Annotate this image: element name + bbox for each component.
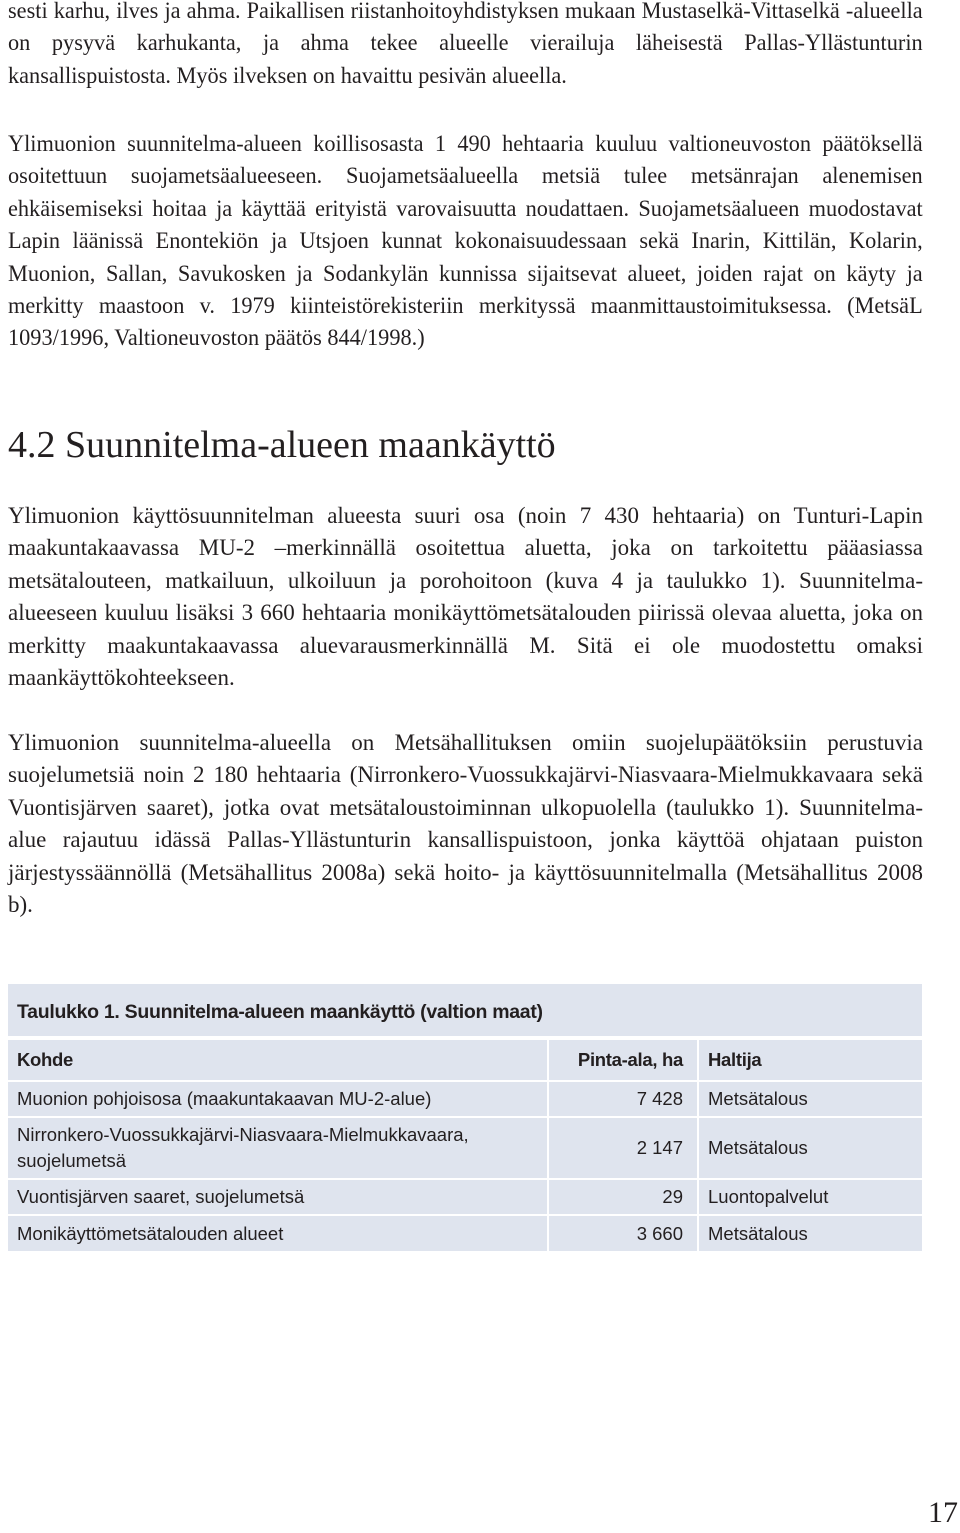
table-row [8, 1081, 922, 1117]
cell-pinta-ala: 7 428 [548, 1081, 698, 1117]
table-row [8, 1179, 922, 1215]
paragraph-conservation-forests: Ylimuonion suunnitelma-alueella on Metsähallituksen omiin suojelupäätöksiin perustuvia suojelumetsiä noin 2 180 hehtaaria (Nirronkero-Vuossukkajärvi-Niasvaara-Mielmukkavaara sekä Vuontisjärven saaret), jotka ovat metsätaloustoiminnan ulkopuolella (taulukko 1). Suunnitelma-alue rajautuu idässä Pallas-Yllästunturin kansallispuistoon, jonka käyttöä ohjataan puiston järjestyssäännöllä (Metsähallitus 2008a) sekä hoito- ja käyttösuunnitelmalla (Metsähallitus 2008 b). [8, 730, 923, 918]
header-kohde: Kohde [8, 1039, 548, 1081]
paragraph-land-use: Ylimuonion käyttösuunnitelman alueesta suuri osa (noin 7 430 hehtaaria) on Tunturi-Lapin maakuntakaavassa MU-2 –merkinnällä osoitettua aluetta, joka on tarkoitettu pääasiassa metsätalouteen, matkailuun, ulkoiluun ja porohoitoon (kuva 4 ja taulukko 1). Suunnitelma-alueeseen kuuluu lisäksi 3 660 hehtaaria monikäyttömetsätalouden piirissä olevaa aluetta, joka on merkitty maakuntakaavassa aluevarausmerkinnällä M. Sitä ei ole muodostettu omaksi maankäyttökohteekseen. [8, 503, 923, 691]
cell-kohde: Vuontisjärven saaret, suojelumetsä [8, 1179, 548, 1215]
table-grid [8, 1038, 922, 1251]
paragraph-wildlife: sesti karhu, ilves ja ahma. Paikallisen riistanhoitoyhdistyksen mukaan Mustaselkä-Vittaselkä -alueella on pysyvä karhukanta, ja ahma tekee alueelle vierailuja läheisestä Pallas-Yllästunturin kansallispuistosta. Myös ilveksen on havaittu pesivän alueella. [8, 0, 923, 88]
cell-pinta-ala: 3 660 [548, 1215, 698, 1251]
cell-kohde: Monikäyttömetsätalouden alueet [8, 1215, 548, 1251]
paragraph-protection-forest: Ylimuonion suunnitelma-alueen koillisosasta 1 490 hehtaaria kuuluu valtioneuvoston päätöksellä osoitettuun suojametsäalueeseen. Suojametsäalueella metsiä tulee metsänrajan alenemisen ehkäisemiseksi hoitaa ja käyttää erityistä varovaisuutta noudattaen. Suojametsäalueen muodostavat Lapin läänissä Enontekiön ja Utsjoen kunnat kokonaisuudessaan sekä Inarin, Kittilän, Kolarin, Muonion, Sallan, Savukosken ja Sodankylän kunnissa sijaitsevat alueet, joiden rajat on käyty ja merkitty maastoon v. 1979 kiinteistörekisteriin merkityssä maanmittaustoimituksessa. (MetsäL 1093/1996, Valtioneuvoston päätös 844/1998.) [8, 131, 923, 351]
cell-haltija: Metsätalous [698, 1081, 922, 1117]
cell-kohde: Muonion pohjoisosa (maakuntakaavan MU-2-alue) [8, 1081, 548, 1117]
cell-haltija: Metsätalous [698, 1215, 922, 1251]
land-use-table [8, 984, 922, 1251]
page-number: 17 [928, 1496, 958, 1529]
table-caption: Taulukko 1. Suunnitelma-alueen maankäyttö (valtion maat) [8, 984, 922, 1038]
cell-haltija: Luontopalvelut [698, 1179, 922, 1215]
header-haltija: Haltija [698, 1039, 922, 1081]
header-pinta-ala: Pinta-ala, ha [548, 1039, 698, 1081]
cell-kohde: Nirronkero-Vuossukkajärvi-Niasvaara-Mielmukkavaara, suojelumetsä [8, 1117, 548, 1179]
cell-pinta-ala: 2 147 [548, 1117, 698, 1179]
section-heading: 4.2 Suunnitelma-alueen maankäyttö [8, 424, 556, 466]
table-header-row [8, 1039, 922, 1081]
cell-haltija: Metsätalous [698, 1117, 922, 1179]
table-row [8, 1117, 922, 1179]
table-row [8, 1215, 922, 1251]
cell-pinta-ala: 29 [548, 1179, 698, 1215]
